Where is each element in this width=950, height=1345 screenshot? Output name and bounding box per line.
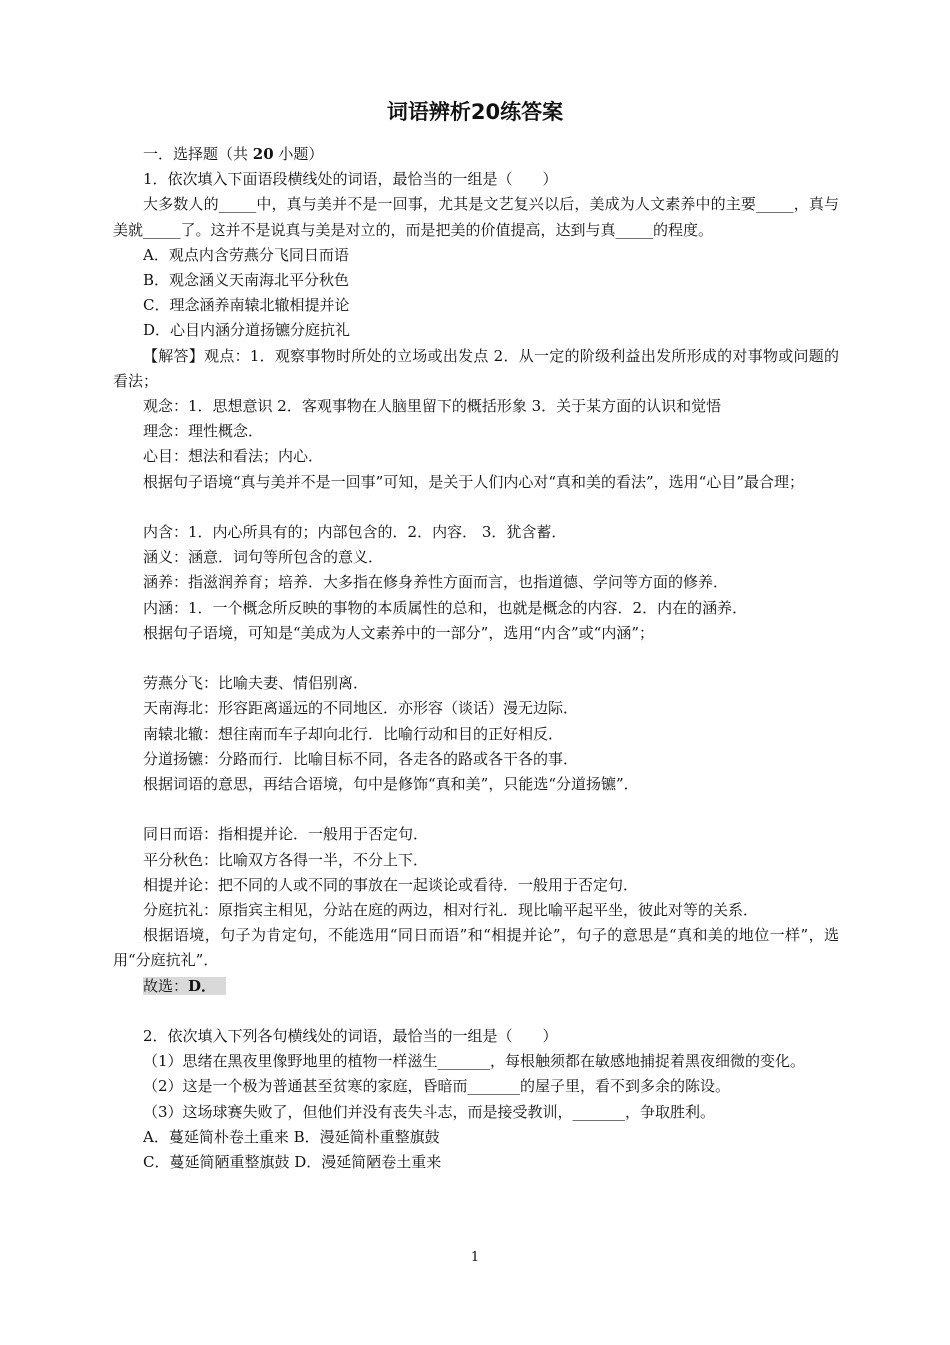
- document-title: 词语辨析20练答案: [386, 100, 564, 124]
- analysis-line: 涵义：涵意．词句等所包含的意义．: [143, 548, 384, 567]
- analysis-line: 相提并论：把不同的人或不同的事放在一起谈论或看待．一般用于否定句．: [143, 875, 639, 894]
- question-1-passage: 大多数人的_____中，真与美并不是一回事，尤其是文艺复兴以后，美成为人文素养中的主要_____，真与美就_____了。这并不是说真与美是对立的，而是把美的价值提高，达到与真_____的程度。: [113, 195, 839, 239]
- section-heading: 一．选择题（共 20 小题）: [143, 145, 324, 163]
- question-2-sentence: （1）思绪在黑夜里像野地里的植物一样滋生_______，每根触须都在敏感地捕捉着黑夜细微的变化。: [143, 1052, 806, 1071]
- question-2-options-cd: C．蔓延简陋重整旗鼓 D．漫延简陋卷土重来: [143, 1153, 442, 1172]
- analysis-line: 平分秋色：比喻双方各得一半，不分上下．: [143, 850, 429, 869]
- question-2-options-ab: A．蔓延简朴卷土重来 B．漫延简朴重整旗鼓: [143, 1127, 440, 1146]
- analysis-line: 根据词语的意思，再结合语境，句中是修饰“真和美”，只能选“分道扬镳”．: [143, 775, 639, 794]
- analysis-line: 分庭抗礼：原指宾主相见，分站在庭的两边，相对行礼．现比喻平起平坐，彼此对等的关系．: [143, 901, 759, 920]
- analysis-line: 内含：1．内心所具有的；内部包含的．2．内容． 3．犹含蓄．: [143, 523, 567, 542]
- question-1-option-b: B．观念涵义天南海北平分秋色: [143, 271, 350, 290]
- analysis-spacer: [113, 495, 839, 520]
- analysis-line: 劳燕分飞：比喻夫妻、情侣别离．: [143, 674, 369, 693]
- question-1-answer: 故选：D．: [113, 974, 839, 999]
- question-2-stem: 2．依次填入下列各句横线处的词语，最恰当的一组是（ ）: [143, 1027, 558, 1046]
- analysis-line: 天南海北：形容距离遥远的不同地区．亦形容（谈话）漫无边际．: [143, 699, 579, 718]
- question-1-option-d: D．心目内涵分道扬镳分庭抗礼: [143, 321, 351, 340]
- analysis-line: 根据句子语境“真与美并不是一回事”可知，是关于人们内心对“真和美的看法”，选用“心目”最合理；: [143, 472, 805, 491]
- analysis-line: 【解答】观点：1．观察事物时所处的立场或出发点 2．从一定的阶级利益出发所形成的对事物或问题的看法；: [113, 346, 839, 390]
- spacer: [113, 999, 839, 1024]
- analysis-line: 观念：1．思想意识 2．客观事物在人脑里留下的概括形象 3．关于某方面的认识和觉悟: [143, 397, 722, 416]
- page-number: 1: [470, 1250, 480, 1265]
- question-1-option-a: A．观点内含劳燕分飞同日而语: [143, 245, 349, 264]
- question-1-option-c: C．理念涵养南辕北辙相提并论: [143, 296, 350, 315]
- analysis-spacer: [113, 646, 839, 671]
- analysis-spacer: [113, 797, 839, 822]
- analysis-line: 内涵：1．一个概念所反映的事物的本质属性的总和，也就是概念的内容．2．内在的涵养．: [143, 598, 748, 617]
- analysis-line: 同日而语：指相提并论．一般用于否定句．: [143, 825, 429, 844]
- question-1-stem: 1．依次填入下面语段横线处的词语，最恰当的一组是（ ）: [143, 170, 558, 189]
- question-2-sentence: （3）这场球赛失败了，但他们并没有丧失斗志，而是接受教训，_______，争取胜利。: [143, 1102, 716, 1121]
- analysis-line: 理念：理性概念．: [143, 422, 264, 441]
- analysis-line: 根据句子语境，可知是“美成为人文素养中的一部分”，选用“内含”或“内涵”；: [143, 623, 655, 642]
- analysis-line: 分道扬镳：分路而行．比喻目标不同，各走各的路或各干各的事．: [143, 749, 579, 768]
- analysis-line: 心目：想法和看法；内心．: [143, 447, 324, 466]
- document-body: [113, 142, 839, 1175]
- analysis-line: 根据语境，句子为肯定句，不能选用“同日而语”和“相提并论”，句子的意思是“真和美的地位一样”，选用“分庭抗礼”．: [113, 926, 839, 970]
- analysis-line: 南辕北辙：想往南而车子却向北行．比喻行动和目的正好相反．: [143, 724, 564, 743]
- analysis-line: 涵养：指滋润养育；培养．大多指在修身养性方面而言，也指道德、学问等方面的修养．: [143, 573, 729, 592]
- question-2-sentence: （2）这是一个极为普通甚至贫寒的家庭，昏暗而_______的屋子里，看不到多余的陈设。: [143, 1077, 731, 1096]
